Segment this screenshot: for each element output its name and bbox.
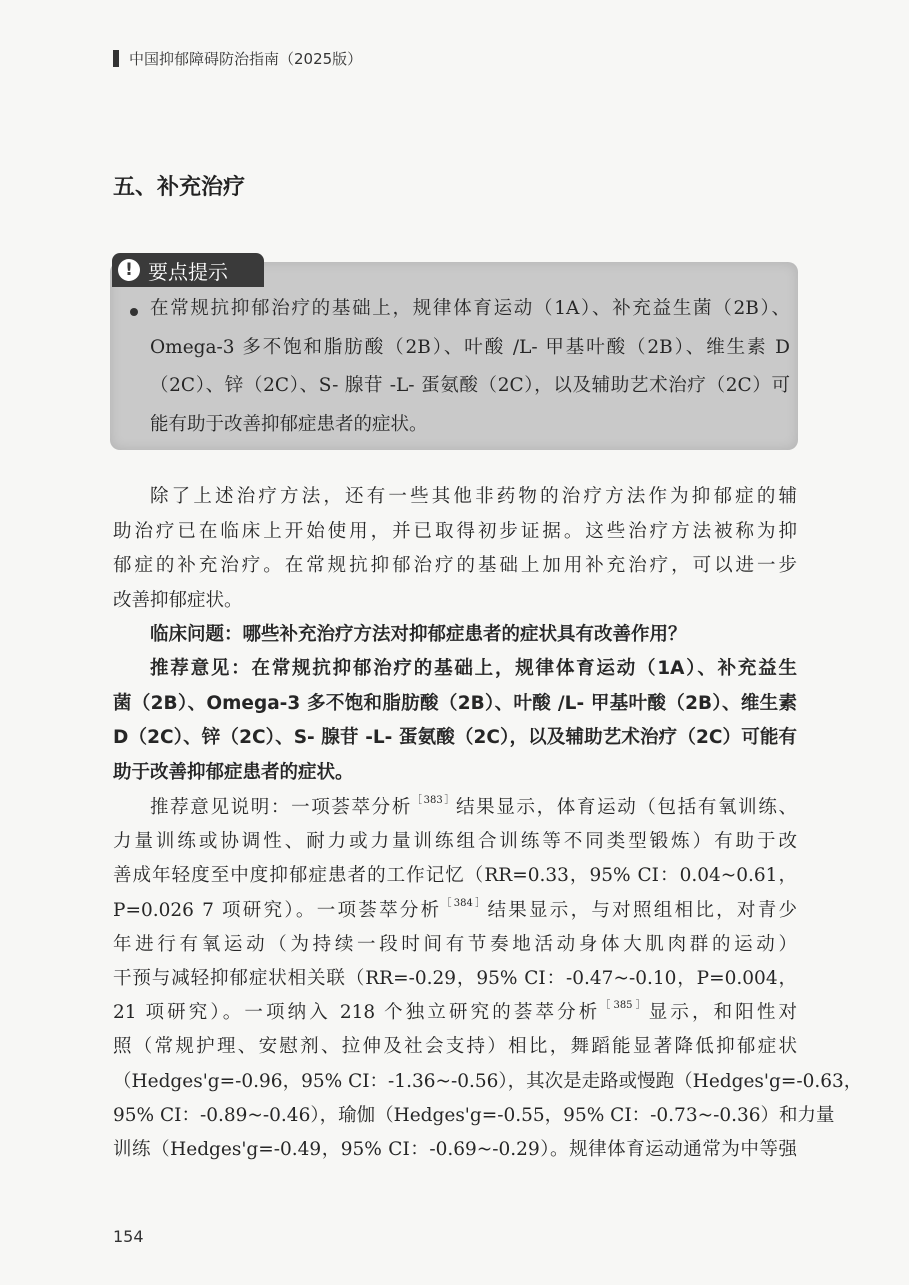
text-segment: 力量训练或协调性、耐力或力量训练组合训练等不同类型锻炼）有助于改 — [113, 831, 797, 853]
header-title: 中国抑郁障碍防治指南（2025版） — [129, 50, 363, 68]
key-point-line — [150, 373, 790, 399]
explanation-line — [150, 795, 797, 821]
text-segment: 临床问题：哪些补充治疗方法对抑郁症患者的症状具有改善作用？ — [150, 624, 687, 645]
explanation-line — [113, 898, 797, 924]
text-segment: 助于改善抑郁症患者的症状。 — [113, 761, 354, 783]
text-segment: 95% CI：-0.89~-0.46），瑜伽（Hedges'g=-0.55，95% CI：-0.73~-0.36）和力量 — [113, 1104, 835, 1126]
text-segment: （Hedges'g=-0.96，95% CI：-1.36~-0.56），其次是走路或慢跑（Hedges'g=-0.63， — [113, 1070, 863, 1092]
bullet-icon — [130, 308, 138, 316]
text-segment: （2C）、锌（2C）、S- 腺苷 -L- 蛋氨酸（2C），以及辅助艺术治疗（2C）可 — [150, 375, 790, 396]
recommendation-line — [150, 656, 797, 682]
header-bar — [113, 50, 119, 67]
text-segment: 结果显示，体育运动（包括有氧训练、 — [456, 797, 797, 818]
text-segment: 除了上述治疗方法，还有一些其他非药物的治疗方法作为抑郁症的辅 — [150, 486, 797, 507]
key-points-label: 要点提示 — [148, 259, 228, 284]
text-segment: 推荐意见说明：一项荟萃分析 — [150, 797, 412, 818]
key-point-line — [150, 296, 790, 322]
citation-ref: ［384］ — [441, 897, 488, 909]
text-segment: Omega-3 多不饱和脂肪酸（2B）、叶酸 /L- 甲基叶酸（2B）、维生素 D — [150, 336, 790, 358]
key-points-tag — [112, 253, 264, 287]
recommendation-line — [113, 691, 797, 717]
text-segment: 改善抑郁症状。 — [113, 589, 243, 611]
explanation-line — [113, 1103, 835, 1129]
explanation-line — [113, 932, 797, 958]
paragraph-line — [113, 588, 797, 614]
paragraph-line — [113, 519, 797, 545]
explanation-line — [113, 1034, 797, 1060]
explanation-line — [113, 829, 797, 855]
text-segment: 能有助于改善抑郁症患者的症状。 — [150, 413, 428, 435]
explanation-line — [113, 863, 797, 889]
key-point-line — [150, 335, 790, 361]
text-segment: 照（常规护理、安慰剂、拉伸及社会支持）相比，舞蹈能显著降低抑郁症状 — [113, 1036, 797, 1058]
text-segment: 年进行有氧运动（为持续一段时间有节奏地活动身体大肌肉群的运动） — [113, 933, 797, 955]
page-number: 154 — [113, 1227, 144, 1246]
recommendation-line — [113, 760, 797, 786]
paragraph-line — [113, 553, 797, 579]
text-segment: 推荐意见：在常规抗抑郁治疗的基础上，规律体育运动（1A）、补充益生 — [150, 658, 797, 679]
text-segment: 训练（Hedges'g=-0.49，95% CI：-0.69~-0.29）。规律体育运动通常为中等强 — [113, 1139, 797, 1160]
text-segment: 干预与减轻抑郁症状相关联（RR=-0.29，95% CI：-0.47~-0.10，P=0.004， — [113, 968, 797, 989]
text-segment: P=0.026 7 项研究）。一项荟萃分析 — [113, 899, 442, 921]
key-point-line — [150, 412, 790, 438]
text-segment: 助治疗已在临床上开始使用，并已取得初步证据。这些治疗方法被称为抑 — [113, 520, 797, 542]
text-segment: 善成年轻度至中度抑郁症患者的工作记忆（RR=0.33，95% CI：0.04~0.61， — [113, 865, 797, 887]
exclamation-icon: ! — [118, 259, 140, 281]
citation-ref: ［383］ — [411, 795, 457, 806]
citation-ref: ［385］ — [600, 1000, 649, 1012]
paragraph-line — [150, 484, 797, 510]
text-segment: 显示，和阳性对 — [648, 1002, 798, 1024]
explanation-line — [113, 1137, 797, 1163]
clinical-question — [150, 622, 797, 648]
section-title: 五、补充治疗 — [113, 175, 246, 200]
explanation-line — [113, 966, 797, 992]
text-segment: 在常规抗抑郁治疗的基础上，规律体育运动（1A）、补充益生菌（2B）、 — [150, 298, 790, 319]
text-segment: 郁症的补充治疗。在常规抗抑郁治疗的基础上加用补充治疗，可以进一步 — [113, 555, 797, 576]
text-segment: 菌（2B）、Omega-3 多不饱和脂肪酸（2B）、叶酸 /L- 甲基叶酸（2B）、维生素 — [113, 692, 797, 714]
recommendation-line — [113, 725, 797, 751]
text-segment: 结果显示，与对照组相比，对青少 — [487, 899, 797, 921]
explanation-line — [113, 1069, 863, 1095]
text-segment: D（2C）、锌（2C）、S- 腺苷 -L- 蛋氨酸（2C），以及辅助艺术治疗（2C）可能有 — [113, 727, 797, 748]
explanation-line — [113, 1000, 797, 1026]
running-header — [113, 48, 362, 69]
text-segment: 21 项研究）。一项纳入 218 个独立研究的荟萃分析 — [113, 1002, 601, 1024]
